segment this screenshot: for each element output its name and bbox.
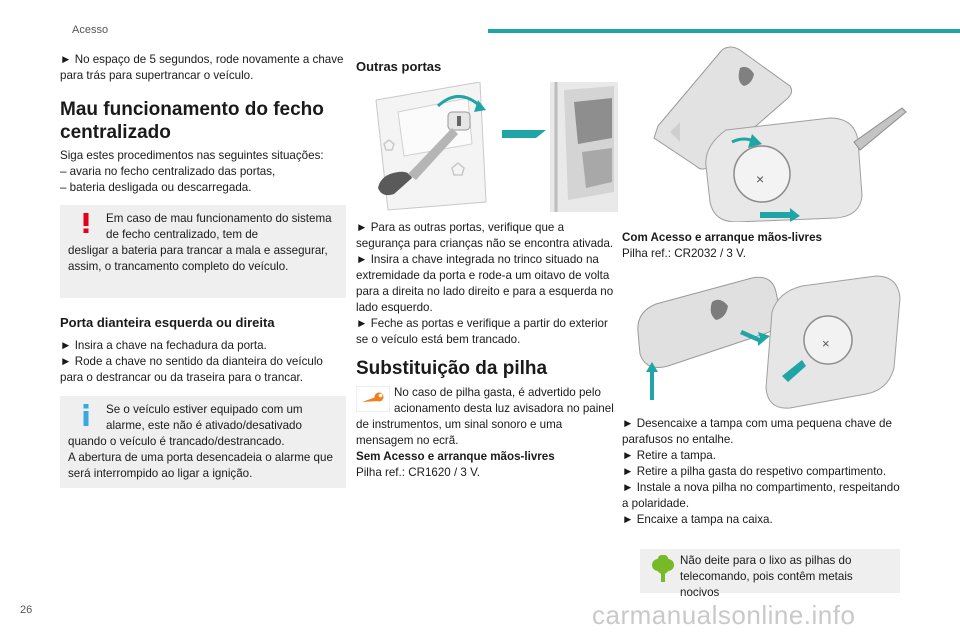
warning-note — [60, 205, 346, 298]
info-icon — [82, 404, 90, 431]
wrench-warning-icon — [356, 386, 390, 417]
heading-malfunction: Mau funcionamento do fecho centralizado — [60, 99, 324, 143]
page-number: 26 — [20, 604, 33, 616]
warning-exclamation-icon — [82, 213, 90, 238]
subheading-without-handsfree: Sem Acesso e arranque mãos-livres — [356, 450, 555, 463]
warning-text-rest: desligar a bateria para trancar a mala e assegurar, assim, o trancamento completo do veículo. — [68, 244, 328, 273]
replace-step-3: ► Retire a pilha gasta do respetivo compartimento. — [622, 465, 887, 478]
column-1 — [60, 52, 346, 488]
replace-step-1: ► Desencaixe a tampa com uma pequena chave de parafusos no entalhe. — [622, 417, 892, 446]
handsfree-section — [622, 230, 908, 262]
situation-item-1: – avaria no fecho centralizado das portas, — [60, 165, 276, 178]
info-note — [60, 396, 346, 488]
other-doors-text — [356, 220, 618, 481]
front-door-step-2: ► Rode a chave no sentido da dianteira do veículo para o destrancar ou da traseira para o trancar. — [60, 355, 323, 384]
front-door-step-1: ► Insira a chave na fechadura da porta. — [60, 339, 267, 352]
other-doors-step-1: ► Para as outras portas, verifique que a segurança para crianças não se encontra ativada. — [356, 221, 614, 250]
door-lock-illustration — [368, 82, 618, 212]
replace-step-4: ► Instale a nova pilha no compartimento, respeitando a polaridade. — [622, 481, 900, 510]
replace-step-2: ► Retire a tampa. — [622, 449, 716, 462]
header-accent-bar — [488, 29, 960, 33]
svg-text:×: × — [756, 171, 765, 187]
warning-text-first: Em caso de mau funcionamento do sistema de fecho centralizado, tem de — [106, 212, 332, 241]
heading-front-door: Porta dianteira esquerda ou direita — [60, 315, 275, 330]
env-text-second: telecomando, pois contêm metais nocivos — [680, 570, 853, 599]
replace-step-5: ► Encaixe a tampa na caixa. — [622, 513, 773, 526]
subheading-with-handsfree: Com Acesso e arranque mãos-livres — [622, 231, 822, 244]
situation-item-2: – bateria desligada ou descarregada. — [60, 181, 252, 194]
replacement-steps — [622, 416, 908, 528]
watermark: carmanualsonline.info — [592, 600, 856, 630]
info-text-rest-2: A abertura de uma porta desencadeia o alarme que será interrompido ao ligar a ignição. — [68, 451, 333, 480]
svg-text:×: × — [822, 336, 830, 351]
heading-other-doors: Outras portas — [356, 59, 442, 74]
info-text-first: Se o veículo estiver equipado com um alarme, este não é ativado/desativado — [106, 403, 303, 432]
info-text-rest: quando o veículo é trancado/destrancado. — [68, 435, 285, 448]
battery-text-rest: de instrumentos, um sinal sonoro e uma mensagem no ecrã. — [356, 418, 563, 447]
environment-note — [640, 549, 900, 599]
battery-ref-cr2032: Pilha ref.: CR2032 / 3 V. — [622, 247, 746, 260]
battery-ref-cr1620: Pilha ref.: CR1620 / 3 V. — [356, 466, 480, 479]
battery-text-first: No caso de pilha gasta, é advertido pelo acionamento desta luz avisadora no painel — [394, 386, 614, 415]
key-fob-battery-illustration-2 — [632, 272, 902, 412]
heading-battery-replacement: Substituição da pilha — [356, 358, 548, 379]
other-doors-step-3: ► Feche as portas e verifique a partir do exterior se o veículo está bem trancado. — [356, 317, 608, 346]
battery-warning-paragraph — [356, 385, 618, 449]
key-fob-battery-illustration-1 — [640, 46, 910, 222]
env-text-first: Não deite para o lixo as pilhas do — [680, 554, 852, 567]
eco-tree-icon — [650, 555, 676, 588]
situations-intro: Siga estes procedimentos nas seguintes situações: — [60, 149, 324, 162]
section-title: Acesso — [72, 24, 109, 36]
column-2 — [356, 52, 618, 76]
step-supertrancar: ► No espaço de 5 segundos, rode novamente a chave para trás para supertrancar o veículo. — [60, 53, 344, 82]
other-doors-step-2: ► Insira a chave integrada no trinco situado na extremidade da porta e rode-a um oitavo de volta para a direita no lado direito e para a esquerda no lado esquerdo. — [356, 253, 614, 314]
